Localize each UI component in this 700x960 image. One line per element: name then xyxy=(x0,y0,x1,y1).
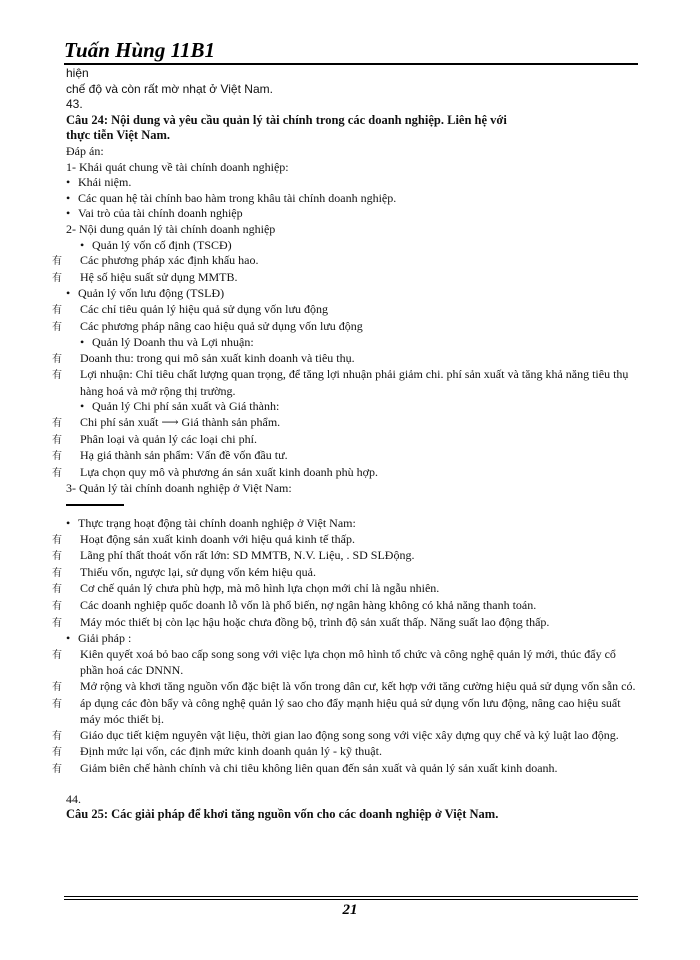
list-item-text: Các quan hệ tài chính bao hàm trong khâu tài chính doanh nghiệp. xyxy=(78,190,397,205)
bullet-item xyxy=(66,286,636,302)
sub-marker-icon: 有 xyxy=(52,747,62,759)
list-item-text: 2- Nội dung quản lý tài chính doanh nghiệp xyxy=(66,221,276,236)
next-question-title: Câu 25: Các giải pháp để khơi tăng nguồn vốn cho các doanh nghiệp ở Việt Nam. xyxy=(66,807,499,822)
list-item-text: Các phương pháp nâng cao hiệu quả sử dụng vốn lưu động xyxy=(80,318,363,333)
sub-marker-icon: 有 xyxy=(52,321,62,333)
sub-item xyxy=(52,646,636,679)
list-item-text: Thực trạng hoạt động tài chính doanh nghiệp ở Việt Nam: xyxy=(78,516,356,531)
question-number: 43. xyxy=(66,97,83,112)
page-header-title: Tuấn Hùng 11B1 xyxy=(64,38,215,62)
list-item-text: Quản lý vốn lưu động (TSLĐ) xyxy=(78,286,225,301)
sub-marker-icon: 有 xyxy=(52,434,62,446)
sub-item xyxy=(52,464,636,482)
bullet-item xyxy=(66,631,636,647)
bullet-icon: • xyxy=(66,206,71,221)
sub-marker-icon: 有 xyxy=(52,353,62,365)
bullet-item xyxy=(66,399,636,415)
sub-item xyxy=(52,448,636,465)
sub-marker-icon: 有 xyxy=(52,730,62,742)
sub-item xyxy=(52,598,636,615)
sub-item xyxy=(52,564,636,582)
sub-marker-icon: 有 xyxy=(52,370,62,382)
list-item-text: Vai trò của tài chính doanh nghiệp xyxy=(78,206,243,221)
bullet-icon: • xyxy=(66,631,71,646)
bullet-icon: • xyxy=(66,516,71,531)
sub-marker-icon: 有 xyxy=(52,467,62,479)
sub-marker-icon: 有 xyxy=(52,451,62,463)
list-item-text: Doanh thu: trong qui mô sản xuất kinh doanh và tiêu thụ. xyxy=(80,350,355,365)
list-item-text: Quản lý Doanh thu và Lợi nhuận: xyxy=(92,335,254,350)
section-heading xyxy=(66,481,636,497)
sub-item xyxy=(52,318,636,336)
list-item-text: Máy móc thiết bị còn lạc hậu hoặc chưa đồng bộ, trình độ sản xuất thấp. Năng suất lao động thấp. xyxy=(80,614,550,629)
sub-marker-icon: 有 xyxy=(52,601,62,612)
spacer xyxy=(66,778,636,792)
sub-marker-icon: 有 xyxy=(52,763,62,775)
sub-marker-icon: 有 xyxy=(52,272,62,284)
bullet-icon: • xyxy=(80,399,85,414)
question-title-line-2: thực tiễn Việt Nam. xyxy=(66,128,171,143)
sub-marker-icon: 有 xyxy=(52,256,62,268)
sub-item xyxy=(52,301,636,319)
list-item-text: Kiên quyết xoá bỏ bao cấp song song với việc lựa chọn mô hình tổ chức và công nghệ quản lý mới, thúc đẩy cổ phần hoá các DNNN. xyxy=(80,646,616,678)
question-title-line-1: Câu 24: Nội dung và yêu cầu quản lý tài chính trong các doanh nghiệp. Liên hệ với xyxy=(66,112,507,127)
sub-item xyxy=(52,760,636,778)
list-item-text: Mở rộng và khơi tăng nguồn vốn đặc biệt là vốn trong dân cư, kết hợp với tăng cường hiệu quả sử dụng vốn sẵn có. xyxy=(80,678,636,693)
footer-rule xyxy=(64,896,638,900)
list-item-text: áp dụng các đòn bẩy và công nghệ quản lý sao cho đẩy mạnh hiệu quả sử dụng vốn lưu động, nâng cao hiệu suất máy móc thiết bị. xyxy=(80,695,621,727)
list-item-text: Quản lý Chi phí sản xuất và Giá thành: xyxy=(92,399,280,414)
document-body xyxy=(52,66,636,823)
sub-marker-icon: 有 xyxy=(52,567,62,579)
list-item-text: Lựa chọn quy mô và phương án sản xuất kinh doanh phù hợp. xyxy=(80,464,378,479)
header-rule xyxy=(64,63,638,65)
answer-body xyxy=(52,159,636,778)
bullet-item xyxy=(66,206,636,222)
sub-item xyxy=(52,695,636,728)
list-item-text: Giảm biên chế hành chính và chi tiêu không liên quan đến sản xuất và quản lý sản xuất kinh doanh. xyxy=(80,760,558,775)
sub-item xyxy=(52,727,636,745)
bullet-icon: • xyxy=(66,175,71,190)
bullet-item xyxy=(66,175,636,191)
sub-item xyxy=(52,415,636,432)
bullet-item xyxy=(66,516,636,532)
sub-marker-icon: 有 xyxy=(52,551,62,563)
sub-item xyxy=(52,548,636,565)
answer-label: Đáp án: xyxy=(66,143,104,158)
next-question-number: 44. xyxy=(66,791,81,806)
sub-marker-icon: 有 xyxy=(52,681,62,693)
list-item-text: Các phương pháp xác định khấu hao. xyxy=(80,253,259,268)
list-item-text: Quản lý vốn cố định (TSCĐ) xyxy=(92,237,232,252)
bullet-item xyxy=(66,335,636,351)
list-item-text: Phân loại và quản lý các loại chi phí. xyxy=(80,431,257,446)
list-item-text: Chi phí sản xuất ⟶ Giá thành sản phẩm. xyxy=(80,415,281,430)
bullet-item xyxy=(66,238,636,254)
list-item-text: Hạ giá thành sản phẩm: Vấn đề vốn đầu tư. xyxy=(80,448,288,463)
list-item-text: 3- Quản lý tài chính doanh nghiệp ở Việt Nam: xyxy=(66,481,292,496)
sub-marker-icon: 有 xyxy=(52,698,62,710)
bullet-icon: • xyxy=(66,286,71,301)
sub-item xyxy=(52,678,636,696)
list-item-text: Lãng phí thất thoát vốn rất lớn: SD MMTB, N.V. Liệu, . SD SLĐộng. xyxy=(80,548,415,563)
section-heading xyxy=(66,222,636,238)
sub-item xyxy=(52,253,636,270)
sub-marker-icon: 有 xyxy=(52,304,62,316)
bullet-icon: • xyxy=(80,237,85,252)
list-item-text: Các doanh nghiệp quốc doanh lỗ vốn là phổ biến, nợ ngân hàng không có khả năng thanh toán. xyxy=(80,598,537,612)
bullet-icon: • xyxy=(80,335,85,350)
intro-line-2: chế độ và còn rất mờ nhạt ở Việt Nam. xyxy=(66,81,273,96)
list-item-text: 1- Khái quát chung về tài chính doanh nghiệp: xyxy=(66,159,289,174)
bullet-icon: • xyxy=(66,190,71,205)
sub-item xyxy=(52,531,636,549)
list-item-text: Cơ chế quản lý chưa phù hợp, mà mô hình lựa chọn mới chỉ là ngẫu nhiên. xyxy=(80,581,440,596)
sub-item xyxy=(52,350,636,368)
intro-line-1: hiện xyxy=(66,66,89,80)
list-item-text: Hệ số hiệu suất sử dụng MMTB. xyxy=(80,269,238,284)
sub-marker-icon: 有 xyxy=(52,534,62,546)
list-item-text: Giải pháp : xyxy=(78,631,132,646)
sub-item xyxy=(52,431,636,449)
sub-item xyxy=(52,744,636,761)
bullet-item xyxy=(66,191,636,207)
sub-item xyxy=(52,367,636,399)
list-item-text: Khái niệm. xyxy=(78,175,132,190)
sub-marker-icon: 有 xyxy=(52,617,62,629)
list-item-text: Lợi nhuận: Chỉ tiêu chất lượng quan trọng, để tăng lợi nhuận phải giảm chi. phí sản xuất và tăng khả năng tiêu thụ hàng hoá và mở rộng thị trường. xyxy=(80,367,629,398)
section-separator xyxy=(66,504,124,506)
list-item-text: Thiếu vốn, ngược lại, sử dụng vốn kém hiệu quả. xyxy=(80,564,316,579)
list-item-text: Hoạt động sản xuất kinh doanh với hiệu quả kinh tế thấp. xyxy=(80,531,355,546)
page-number: 21 xyxy=(342,902,358,918)
list-item-text: Giáo dục tiết kiệm nguyên vật liệu, thời gian lao động song song với việc xây dựng quy chế và kỷ luật lao động. xyxy=(80,727,619,742)
section-heading xyxy=(66,160,636,176)
sub-marker-icon: 有 xyxy=(52,418,62,430)
list-item-text: Định mức lại vốn, các định mức kinh doanh quản lý - kỹ thuật. xyxy=(80,744,382,759)
list-item-text: Các chỉ tiêu quản lý hiệu quả sử dụng vốn lưu động xyxy=(80,301,328,316)
sub-item xyxy=(52,614,636,632)
sub-item xyxy=(52,269,636,287)
sub-marker-icon: 有 xyxy=(52,584,62,596)
sub-item xyxy=(52,581,636,598)
sub-marker-icon: 有 xyxy=(52,649,62,661)
